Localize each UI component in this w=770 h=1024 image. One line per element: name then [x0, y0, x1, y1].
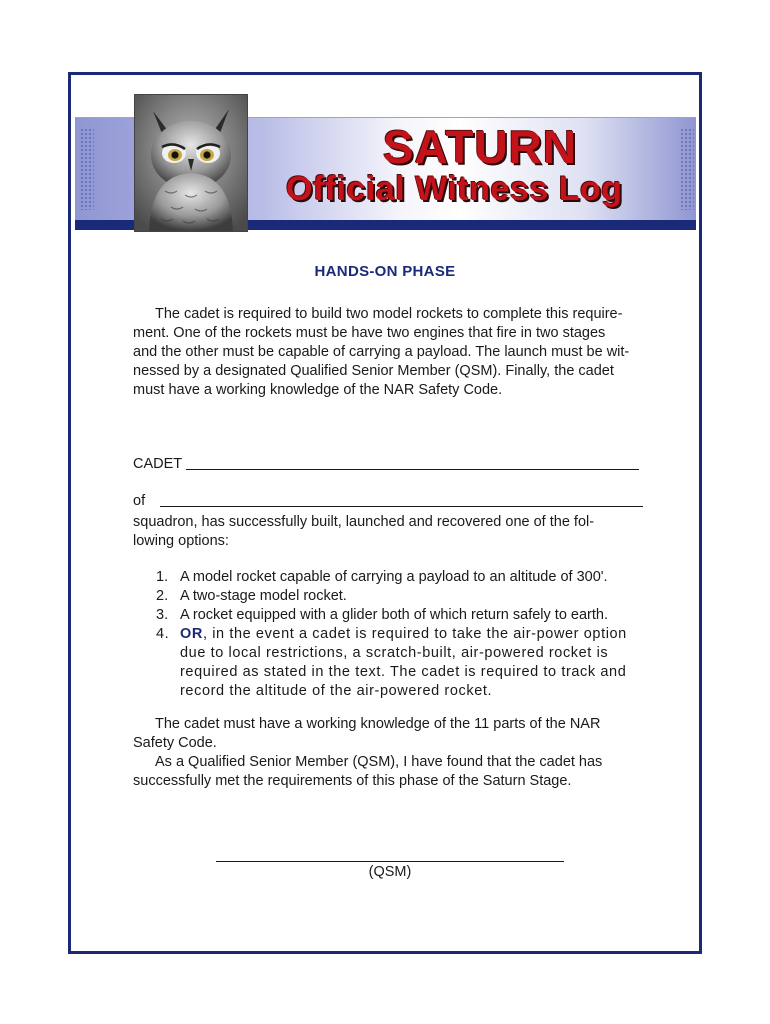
title: SATURN	[382, 121, 578, 173]
qsm-label: (QSM)	[368, 864, 412, 880]
cadet-name-field[interactable]	[186, 469, 639, 470]
option-item: 1. A model rocket capable of carrying a payload to an altitude of 300'.	[156, 569, 608, 585]
intro-line: nessed by a designated Qualified Senior Member (QSM). Finally, the cadet	[133, 363, 614, 379]
subtitle: Official Witness Log	[286, 170, 623, 208]
options-list	[133, 568, 653, 701]
option-emphasis: OR	[180, 626, 203, 642]
closing-line: successfully met the requirements of this phase of the Saturn Stage.	[133, 773, 572, 789]
banner-pattern-right	[680, 128, 694, 210]
squadron-line: lowing options:	[133, 533, 229, 549]
intro-line: must have a working knowledge of the NAR Safety Code.	[133, 382, 503, 398]
closing-paragraph	[133, 715, 645, 791]
option-item: 2. A two-stage model rocket.	[156, 588, 347, 604]
banner-pattern-left	[80, 128, 94, 210]
closing-line: Safety Code.	[133, 735, 217, 751]
intro-line: The cadet is required to build two model rockets to complete this require-	[155, 306, 623, 322]
intro-paragraph	[133, 305, 645, 400]
qsm-signature-field[interactable]	[216, 861, 564, 862]
section-heading: HANDS-ON PHASE	[314, 263, 456, 280]
option-item: 4. OR, in the event a cadet is required to take the air-power option due to local restrictions, a scratch-built, air-powered rocket is required as stated in the text. The cadet is required to track and record the altitude of the air-powered rocket.	[156, 626, 627, 699]
owl-photo	[134, 94, 248, 232]
intro-line: ment. One of the rockets must be have two engines that fire in two stages	[133, 325, 606, 341]
squadron-line: squadron, has successfully built, launched and recovered one of the fol-	[133, 514, 595, 530]
closing-line: As a Qualified Senior Member (QSM), I have found that the cadet has	[155, 754, 603, 770]
cadet-label: CADET	[133, 456, 183, 472]
of-label: of	[133, 493, 146, 509]
squadron-name-field[interactable]	[160, 506, 643, 507]
squadron-statement	[133, 513, 645, 551]
intro-line: and the other must be capable of carrying a payload. The launch must be wit-	[133, 344, 630, 360]
option-item: 3. A rocket equipped with a glider both of which return safely to earth.	[156, 607, 608, 623]
closing-line: The cadet must have a working knowledge of the 11 parts of the NAR	[155, 716, 601, 732]
